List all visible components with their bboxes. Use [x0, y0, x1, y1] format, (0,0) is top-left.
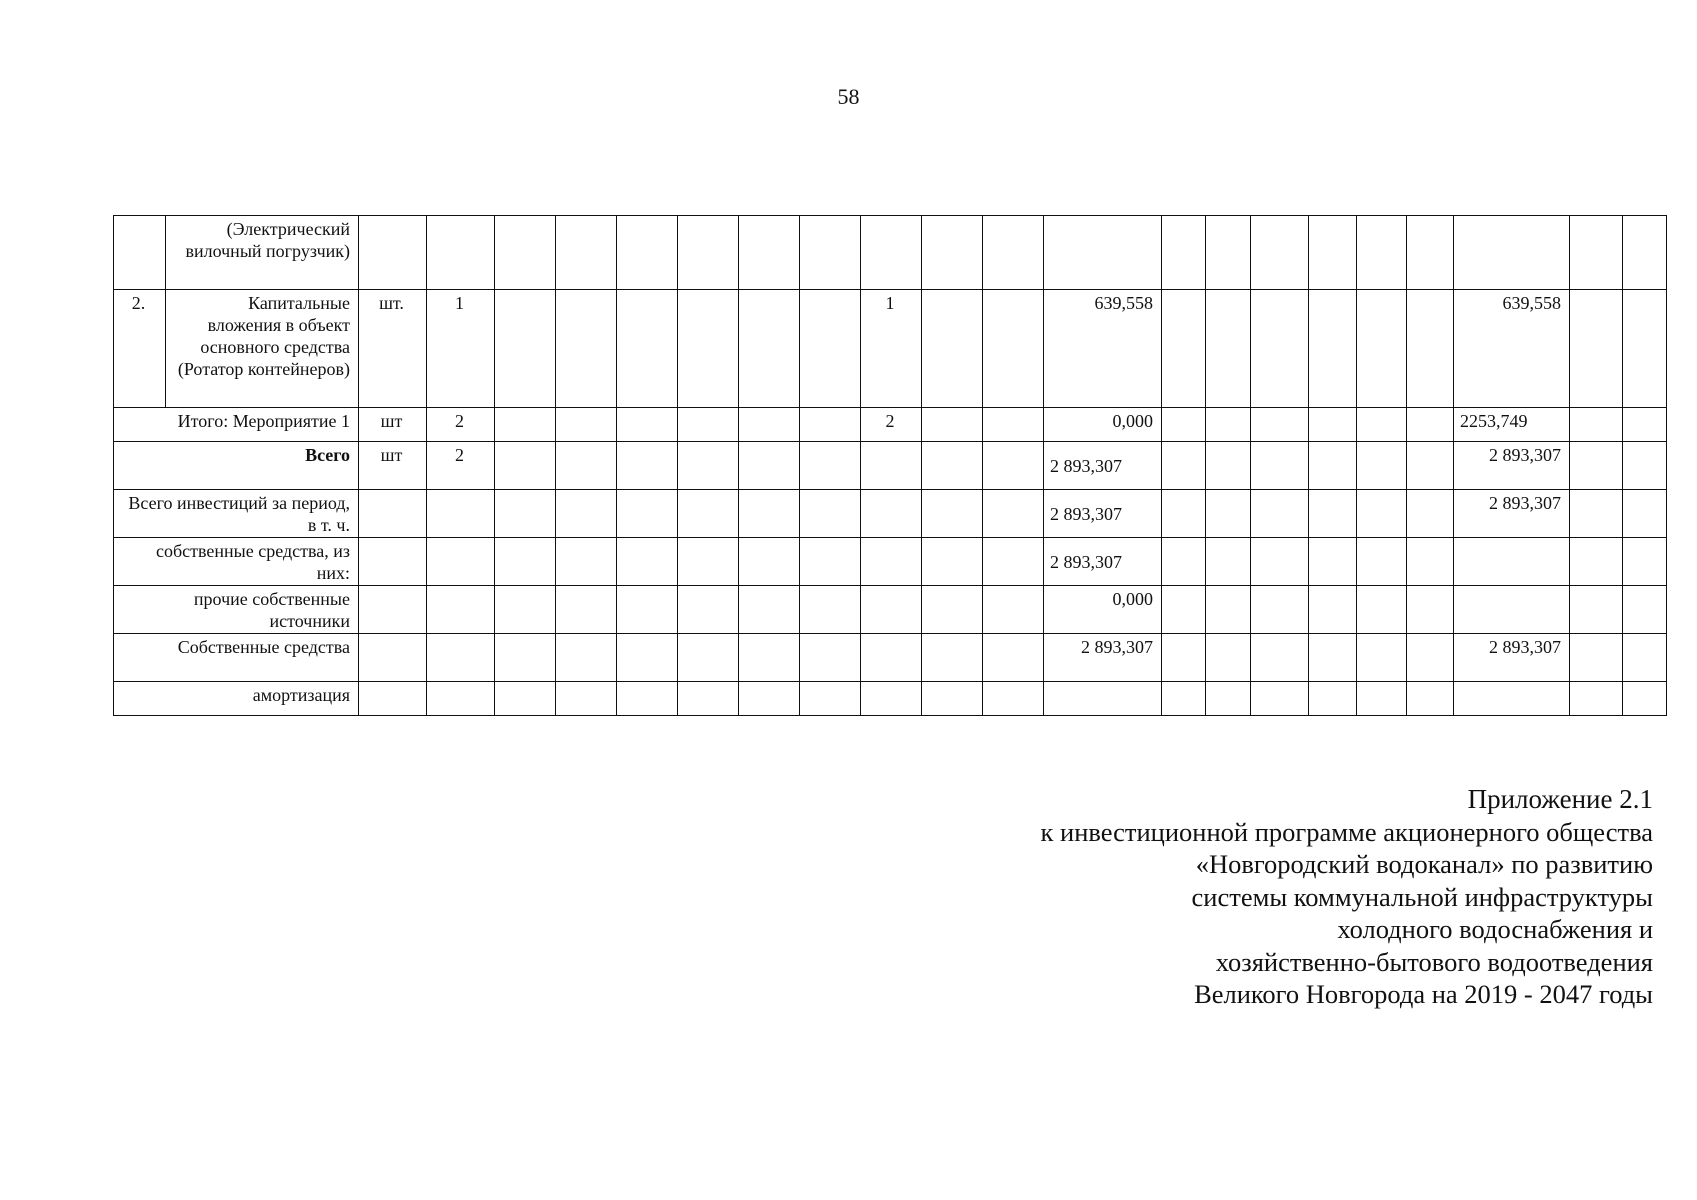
cell-sum: 0,000: [1044, 408, 1162, 442]
table-row: [114, 408, 1667, 442]
appendix-block: [1041, 783, 1653, 1011]
table-row: [114, 490, 1667, 538]
cell-num: [114, 216, 166, 290]
cell-total: 2253,749: [1454, 408, 1570, 442]
table-row: [114, 586, 1667, 634]
cell-sum: 2 893,307: [1044, 634, 1162, 682]
cell-sum: 639,558: [1044, 290, 1162, 408]
appendix-line: холодного водоснабжения и: [1337, 914, 1653, 944]
cell-item-name: Итого: Мероприятие 1: [114, 408, 359, 442]
sum-value: 2 893,307: [1050, 552, 1122, 572]
cell-qty: 2: [427, 442, 495, 490]
table-row: [114, 682, 1667, 716]
cell-total: 2 893,307: [1454, 634, 1570, 682]
cell-sum: [1044, 538, 1162, 586]
cell-item-name: (Электрический вилочный погрузчик): [166, 216, 359, 290]
cell-item-name: Всего инвестиций за период, в т. ч.: [114, 490, 359, 538]
table-row: [114, 290, 1667, 408]
sum-value: 2 893,307: [1050, 456, 1122, 476]
page-number: 58: [837, 84, 860, 109]
item-name-bold: Всего: [305, 445, 350, 465]
cell-item-name: амортизация: [114, 682, 359, 716]
cell-sum: 0,000: [1044, 586, 1162, 634]
appendix-line: Великого Новгорода на 2019 - 2047 годы: [1194, 979, 1653, 1009]
cell-item-name: Собственные средства: [114, 634, 359, 682]
investment-table: [113, 215, 1667, 716]
table-row: [114, 216, 1667, 290]
table-row: [114, 538, 1667, 586]
cell-total: 2 893,307: [1454, 442, 1570, 490]
cell-unit: шт: [359, 442, 427, 490]
cell-sum: [1044, 442, 1162, 490]
table-row: [114, 442, 1667, 490]
appendix-title: Приложение 2.1: [1467, 784, 1653, 814]
sum-value: 2 893,307: [1050, 504, 1122, 524]
cell-qty-period: 2: [861, 408, 922, 442]
cell-sum: [1044, 490, 1162, 538]
cell-total: 639,558: [1454, 290, 1570, 408]
appendix-line: «Новгородский водоканал» по развитию: [1195, 849, 1653, 879]
cell-item-name: Капитальные вложения в объект основного средства (Ротатор контейнеров): [166, 290, 359, 408]
appendix-line: хозяйственно-бытового водоотведения: [1215, 946, 1653, 977]
cell-total: 2 893,307: [1454, 490, 1570, 538]
cell-item-name: [114, 442, 359, 490]
cell-qty-period: 1: [861, 290, 922, 408]
table-row: [114, 634, 1667, 682]
cell-num: 2.: [114, 290, 166, 408]
appendix-line: к инвестиционной программе акционерного общества: [1040, 816, 1653, 847]
cell-item-name: собственные средства, из них:: [114, 538, 359, 586]
appendix-line: системы коммунальной инфраструктуры: [1191, 881, 1653, 912]
cell-item-name: прочие собственные источники: [114, 586, 359, 634]
cell-qty: 2: [427, 408, 495, 442]
cell-qty: 1: [427, 290, 495, 408]
cell-unit: шт.: [359, 290, 427, 408]
cell-unit: шт: [359, 408, 427, 442]
